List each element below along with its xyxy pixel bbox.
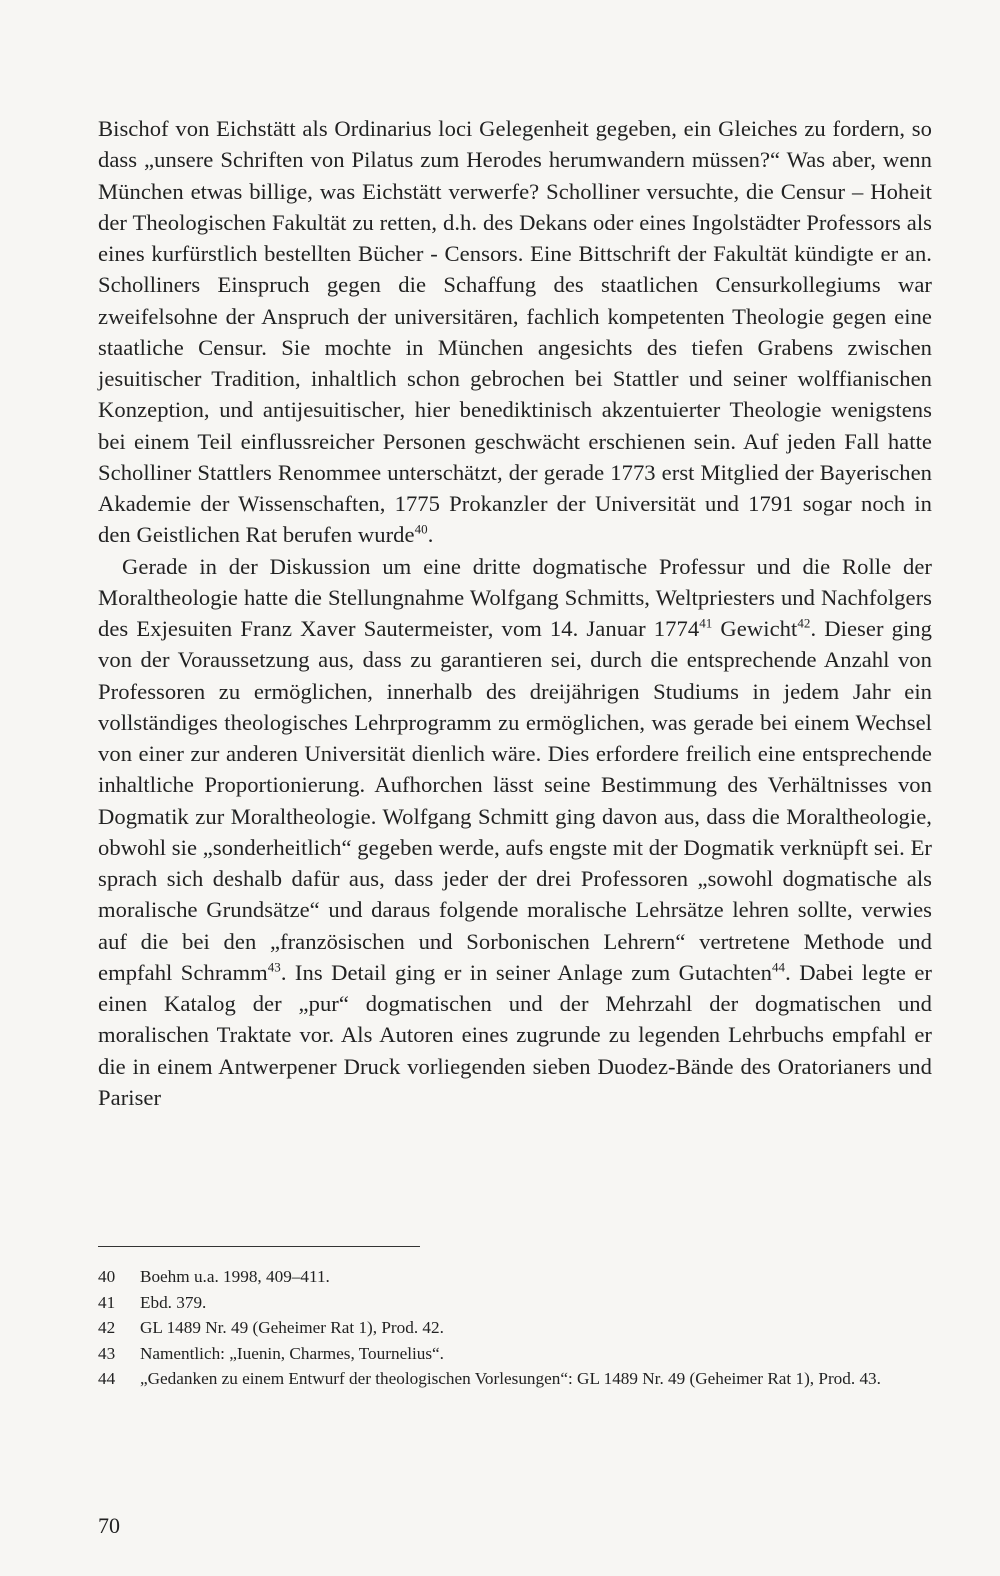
main-text xyxy=(98,113,932,1113)
footnote-number: 40 xyxy=(98,1267,116,1286)
footnote-text: Ebd. 379. xyxy=(140,1292,207,1312)
text-run: . Dabei legte er einen Katalog der „pur“ dogmatischen und der Mehrzahl der dogmatischen und moralischen Traktate vor. Als Autoren eines zugrunde zu legenden Lehrbuchs empfahl er die in einem Antwerpener Druck vorliegenden sieben Duodez-Bände des Oratorianers und Pariser xyxy=(98,959,932,1110)
paragraph-2 xyxy=(98,551,932,1114)
footnote-40 xyxy=(98,1265,932,1290)
footnote-44 xyxy=(98,1367,932,1392)
text-run: Bischof von Eichstätt als Ordinarius loci Gelegenheit gegeben, ein Gleiches zu fordern, so dass „unsere Schriften von Pilatus zum Herodes herumwandern müssen?“ Was aber, wenn München etwas billige, was Eichstätt verwerfe? Scholliner versuchte, die Censur – Hoheit der Theologischen Fakultät zu retten, d.h. des Dekans oder eines Ingolstädter Professors als eines kurfürstlich bestellten Bücher - Censors. Eine Bittschrift der Fakultät kündigte er an. Scholliners Einspruch gegen die Schaffung des staatlichen Censurkollegiums war zweifelsohne der Anspruch der universitären, fachlich kompetenten Theologie gegen eine staatliche Censur. Sie mochte in München angesichts des tiefen Grabens zwischen jesuitischer Tradition, inhaltlich schon gebrochen bei Stattler und seiner wolffianischen Konzeption, und antijesuitischer, hier benediktinisch akzentuierter Theologie wenigstens bei einem Teil einflussreicher Personen geschwächt erschienen sein. Auf jeden Fall hatte Scholliner Stattlers Renommee unterschätzt, der gerade 1773 erst Mitglied der Bayerischen Akademie der Wissenschaften, 1775 Prokanzler der Universität und 1791 sogar noch in den Geistlichen Rat berufen wurde xyxy=(98,116,932,548)
footnote-42 xyxy=(98,1316,932,1341)
footnote-text: „Gedanken zu einem Entwurf der theologischen Vorlesungen“: GL 1489 Nr. 49 (Geheimer Rat 1), Prod. 43. xyxy=(140,1369,881,1388)
text-run: . Dieser ging von der Voraussetzung aus, dass zu garantieren sei, durch die entsprechende Anzahl von Professoren zu ermöglichen, innerhalb des dreijährigen Studiums in jedem Jahr ein vollständiges theologisches Lehrprogramm zu ermöglichen, was gerade bei einem Wechsel von einer zur anderen Universität dienlich wäre. Dies erfordere freilich eine entsprechende inhaltliche Proportionierung. Aufhorchen lässt seine Bestimmung des Verhältnisses von Dogmatik zur Moraltheologie. Wolfgang Schmitt ging davon aus, dass die Moraltheologie, obwohl sie „sonderheitlich“ gegeben werde, aufs engste mit der Dogmatik verknüpft sei. Er sprach sich deshalb dafür aus, dass jeder der drei Professoren „sowohl dogmatische als moralische Grundsätze“ und daraus folgende moralische Lehrsätze lehren sollte, verwies auf die bei den „französischen und Sorbonischen Lehrern“ vertretene Methode und empfahl Schramm xyxy=(98,616,932,985)
footnote-number: 44 xyxy=(98,1369,116,1388)
footnote-text: Namentlich: „Iuenin, Charmes, Tournelius“. xyxy=(140,1343,444,1363)
footnote-41 xyxy=(98,1291,932,1316)
footnote-ref: 44 xyxy=(771,959,786,975)
footnote-text: Boehm u.a. 1998, 409–411. xyxy=(140,1267,330,1286)
footnote-ref: 42 xyxy=(797,615,811,631)
footnote-43 xyxy=(98,1342,932,1367)
text-run: . xyxy=(427,522,434,548)
text-run: . Ins Detail ging er in seiner Anlage zum Gutachten xyxy=(280,959,772,985)
footnote-number: 41 xyxy=(98,1292,116,1312)
paragraph-1 xyxy=(98,113,932,551)
text-run: Gewicht xyxy=(712,616,798,641)
footnote-text: GL 1489 Nr. 49 (Geheimer Rat 1), Prod. 42. xyxy=(140,1318,444,1337)
text-run: Gerade in der Diskussion um eine dritte dogmatische Professur und die Rolle der Moraltheologie hatte die Stellungnahme Wolfgang Schmitts, Weltpriesters und Nachfolgers des Exjesuiten Franz Xaver Sautermeister, vom 14. Januar 1774 xyxy=(98,553,932,641)
footnote-number: 42 xyxy=(98,1318,116,1337)
footnote-ref: 43 xyxy=(267,959,281,975)
footnote-separator xyxy=(98,1246,420,1247)
footnote-number: 43 xyxy=(98,1343,116,1363)
footnote-ref: 40 xyxy=(414,521,428,537)
page-number: 70 xyxy=(98,1513,120,1538)
footnotes xyxy=(98,1265,932,1393)
footnote-ref: 41 xyxy=(699,615,713,631)
